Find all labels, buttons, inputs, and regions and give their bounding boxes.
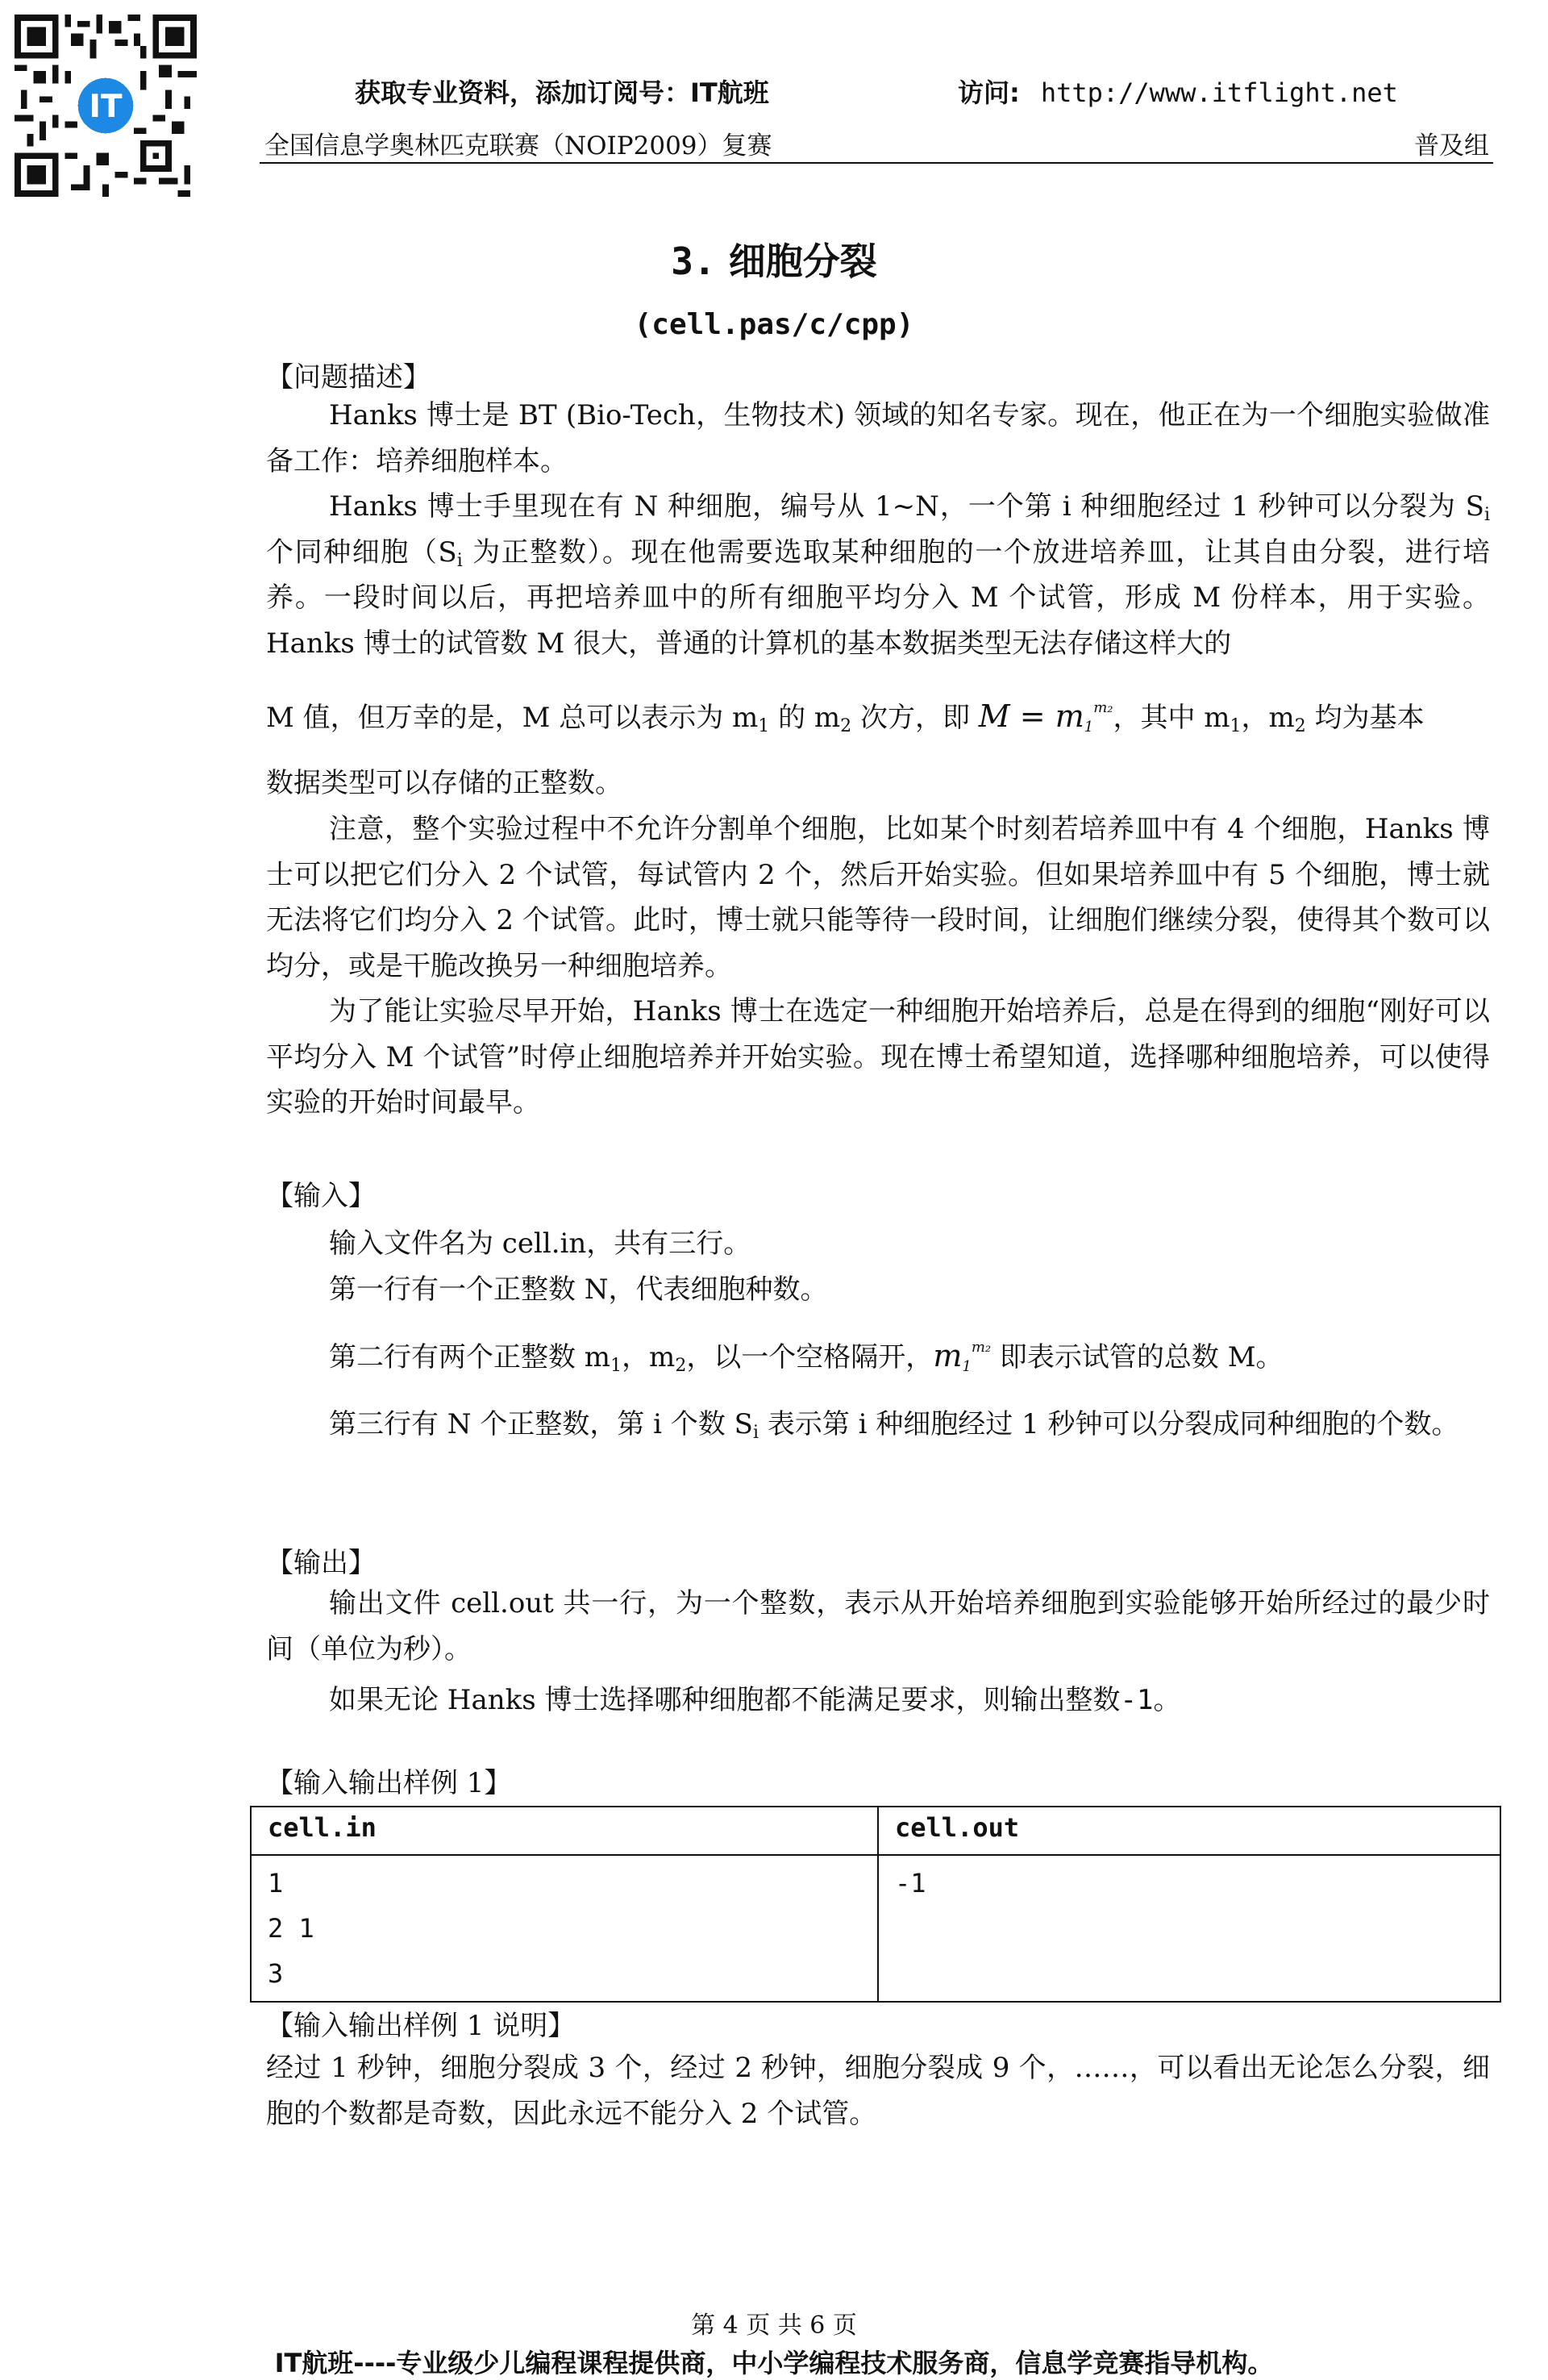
sample-output-line: -1 (895, 1868, 926, 1899)
sample-input-line: 1 (268, 1868, 284, 1899)
sample-table (250, 1806, 1501, 2003)
problem-files: (cell.pas/c/cpp) (634, 308, 914, 341)
qr-code (15, 15, 197, 197)
desc-p4: 数据类型可以存储的正整数。 (266, 767, 622, 799)
output-heading: 【输出】 (266, 1547, 376, 1579)
promo-text: 获取专业资料，添加订阅号：IT航班 (355, 77, 769, 108)
page-number: 第 4 页 共 6 页 (691, 2311, 857, 2340)
group-name: 普及组 (1414, 131, 1489, 160)
explain-text: 经过 1 秒钟，细胞分裂成 3 个，经过 2 秒钟，细胞分裂成 9 个，……，可以看出无论怎么分裂，细胞的个数都是奇数，因此永远不能分入 2 个试管。 (266, 2052, 1490, 2130)
header-divider (260, 162, 1493, 164)
output-l2: 如果无论 Hanks 博士选择哪种细胞都不能满足要求，则输出整数-1。 (329, 1684, 1181, 1716)
formula-m1m2: $m_1^{m_2}$ (933, 1338, 992, 1375)
visit-line (958, 73, 1398, 110)
sample-input-line: 2 1 (268, 1913, 314, 1944)
problem-title: 3. 细胞分裂 (671, 240, 877, 283)
explain-heading: 【输入输出样例 1 说明】 (266, 2010, 576, 2042)
input-l1: 输入文件名为 cell.in，共有三行。 (329, 1228, 751, 1260)
input-l3: 第二行有两个正整数 $m_1$，$m_2$，以一个空格隔开，$m_1^{m_2}$ 即表示试管的总数 M。 (329, 1338, 1284, 1376)
sample-input-line: 3 (268, 1958, 284, 1989)
input-l4: 第三行有 N 个正整数，第 i 个数 $S_i$ 表示第 i 种细胞经过 1 秒钟可以分裂成同种细胞的个数。 (329, 1408, 1459, 1443)
col-in-header: cell.in (251, 1807, 878, 1855)
desc-p3: M 值，但万幸的是，M 总可以表示为 $m_1$ 的 $m_2$ 次方，即 $M = m_1^{m_2}$，其中 $m_1$，$m_2$ 均为基本 (266, 698, 1425, 736)
sample-heading: 【输入输出样例 1】 (266, 1767, 512, 1799)
sample-input-cell (251, 1855, 878, 2002)
formula-M: $M = m_1^{m_2}$ (978, 698, 1113, 736)
desc-p1: Hanks 博士是 BT (Bio-Tech，生物技术) 领域的知名专家。现在，他正在为一个细胞实验做准备工作：培养细胞样本。 (266, 399, 1490, 477)
output-l1: 输出文件 cell.out 共一行，为一个整数，表示从开始培养细胞到实验能够开始所经过的最少时间（单位为秒）。 (266, 1587, 1490, 1665)
contest-name: 全国信息学奥林匹克联赛（NOIP2009）复赛 (264, 131, 772, 160)
input-l2: 第一行有一个正整数 N，代表细胞种数。 (329, 1273, 828, 1306)
desc-p6: 为了能让实验尽早开始，Hanks 博士在选定一种细胞开始培养后，总是在得到的细胞“刚好可以平均分入 M 个试管”时停止细胞培养并开始实验。现在博士希望知道，选择哪种细胞培养，可以使得实验的开始时间最早。 (266, 995, 1490, 1119)
desc-heading: 【问题描述】 (266, 361, 431, 394)
desc-p5: 注意，整个实验过程中不允许分割单个细胞，比如某个时刻若培养皿中有 4 个细胞，Hanks 博士可以把它们分入 2 个试管，每试管内 2 个，然后开始实验。但如果培养皿中有 5 个细胞，博士就无法将它们均分入 2 个试管。此时，博士就只能等待一段时间，让细胞们继续分裂，使得其个数可以均分，或是干脆改换另一种细胞培养。 (266, 813, 1490, 982)
desc-p2: Hanks 博士手里现在有 N 种细胞，编号从 1~N，一个第 i 种细胞经过 1 秒钟可以分裂为 $S_i$ 个同种细胞（$S_i$ 为正整数）。现在他需要选取某种细胞的一个放进培养皿，让其自由分裂，进行培养。一段时间以后，再把培养皿中的所有细胞平均分入 M 个试管，形成 M 份样本，用于实验。Hanks 博士的试管数 M 很大，普通的计算机的基本数据类型无法存储这样大的 (266, 490, 1490, 660)
footer-slogan: IT航班----专业级少儿编程课程提供商，中小学编程技术服务商，信息学竞赛指导机构。 (274, 2348, 1274, 2378)
site-url[interactable]: http://www.itflight.net (1040, 77, 1398, 108)
col-out-header: cell.out (878, 1807, 1500, 1855)
sample-output-cell (878, 1855, 1500, 2002)
qr-logo: IT (89, 89, 123, 126)
visit-label: 访问: (958, 77, 1020, 108)
input-heading: 【输入】 (266, 1180, 376, 1212)
